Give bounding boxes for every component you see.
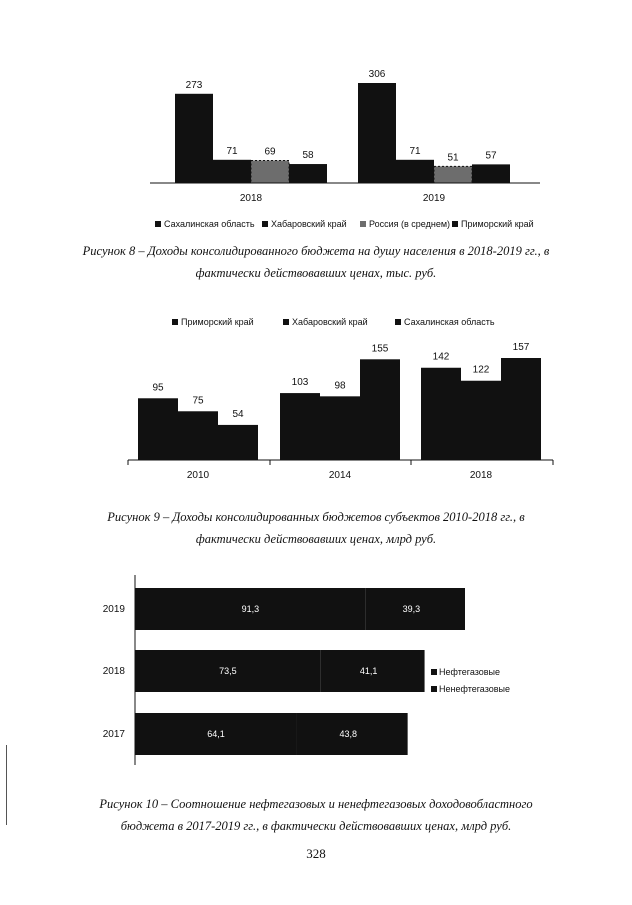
- data-label: 91,3: [241, 604, 260, 614]
- figure-8-caption-line1: Рисунок 8 – Доходы консолидированного бюджета на душу населения в 2018-2019 гг., в: [82, 244, 550, 258]
- data-label: 273: [185, 79, 203, 91]
- bar-2014-2: [320, 396, 360, 460]
- data-label: 98: [334, 380, 346, 392]
- bar-2014-1: [280, 393, 320, 460]
- figure-9-chart: [0, 310, 632, 490]
- figure-9-svg: [0, 310, 632, 490]
- bar-2019-1: [358, 83, 396, 183]
- bar-2019-2: [396, 160, 434, 183]
- bar-2018-1: [175, 94, 213, 183]
- data-label: 73,5: [219, 666, 237, 676]
- figure-10-caption-line1: Рисунок 10 – Соотношение нефтегазовых и ненефтегазовых доходовобластного: [99, 797, 533, 811]
- figure-9-caption-line1: Рисунок 9 – Доходы консолидированных бюджетов субъектов 2010-2018 гг., в: [107, 510, 525, 524]
- legend-swatch: [452, 221, 458, 227]
- data-label: 157: [512, 342, 530, 353]
- legend-label: Приморский край: [461, 219, 534, 229]
- data-label: 75: [192, 395, 204, 407]
- data-label: 54: [232, 408, 244, 420]
- data-label: 142: [432, 351, 450, 363]
- legend-swatch: [155, 221, 161, 227]
- legend-label: Нефтегазовые: [439, 667, 501, 677]
- data-label: 95: [152, 382, 164, 394]
- legend-label: Хабаровский край: [271, 219, 347, 229]
- category-label: 2018: [469, 470, 493, 481]
- data-label: 43,8: [339, 729, 358, 739]
- figure-8-caption-line2: фактически действовавших ценах, тыс. руб.: [195, 266, 437, 280]
- legend-label: Россия (в среднем): [369, 219, 451, 229]
- data-label: 306: [368, 69, 386, 80]
- figure-10-chart: [0, 570, 632, 770]
- legend-label: Сахалинская область: [164, 219, 255, 229]
- category-label: 2019: [422, 193, 446, 204]
- legend-label: Приморский край: [181, 317, 254, 327]
- category-label: 2019: [102, 604, 125, 615]
- data-label: 64,1: [207, 729, 225, 739]
- data-label: 58: [302, 150, 314, 162]
- figure-10-caption: [60, 793, 572, 837]
- scan-margin-mark: [6, 745, 7, 825]
- bar-2010-1: [138, 398, 178, 460]
- legend-swatch: [172, 319, 178, 325]
- data-label: 57: [485, 150, 497, 162]
- legend-label: Хабаровский край: [292, 317, 368, 327]
- figure-9-caption-line2: фактически действовавших ценах, млрд руб.: [195, 532, 437, 546]
- bar-2014-3: [360, 359, 400, 460]
- bar-2018-2: [213, 160, 251, 183]
- figure-8-caption: [60, 240, 572, 284]
- category-label: 2010: [186, 470, 210, 481]
- legend-swatch: [431, 669, 437, 675]
- legend-swatch: [431, 686, 437, 692]
- category-label: 2018: [102, 666, 125, 677]
- data-label: 41,1: [359, 666, 378, 676]
- figure-8-svg: [0, 55, 632, 240]
- data-label: 122: [472, 364, 490, 376]
- page-number: 328: [306, 846, 326, 861]
- data-label: 103: [291, 377, 309, 389]
- bar-2010-3: [218, 425, 258, 460]
- category-label: 2017: [102, 729, 125, 740]
- figure-10-caption-line2: бюджета в 2017-2019 гг., в фактически действовавших ценах, млрд руб.: [120, 819, 512, 833]
- figure-10-svg: [0, 570, 632, 770]
- bar-2018-1: [421, 368, 461, 460]
- figure-8-chart: [0, 55, 632, 240]
- legend-label: Ненефтегазовые: [439, 684, 510, 694]
- category-label: 2014: [328, 470, 352, 481]
- bar-2018-2: [461, 381, 501, 460]
- figure-9-caption: [60, 506, 572, 550]
- data-label: 69: [264, 146, 276, 158]
- data-label: 51: [447, 152, 459, 164]
- data-label: 71: [409, 145, 421, 157]
- category-label: 2018: [239, 193, 263, 204]
- legend-label: Сахалинская область: [404, 317, 495, 327]
- legend-swatch: [395, 319, 401, 325]
- legend-swatch: [360, 221, 366, 227]
- bar-2018-3: [251, 160, 289, 183]
- data-label: 155: [371, 343, 389, 355]
- bar-2010-2: [178, 411, 218, 460]
- data-label: 39,3: [402, 604, 421, 614]
- bar-2019-3: [434, 166, 472, 183]
- bar-2018-4: [289, 164, 327, 183]
- bar-2019-4: [472, 164, 510, 183]
- data-label: 71: [226, 145, 238, 157]
- legend-swatch: [262, 221, 268, 227]
- bar-2018-3: [501, 358, 541, 460]
- legend-swatch: [283, 319, 289, 325]
